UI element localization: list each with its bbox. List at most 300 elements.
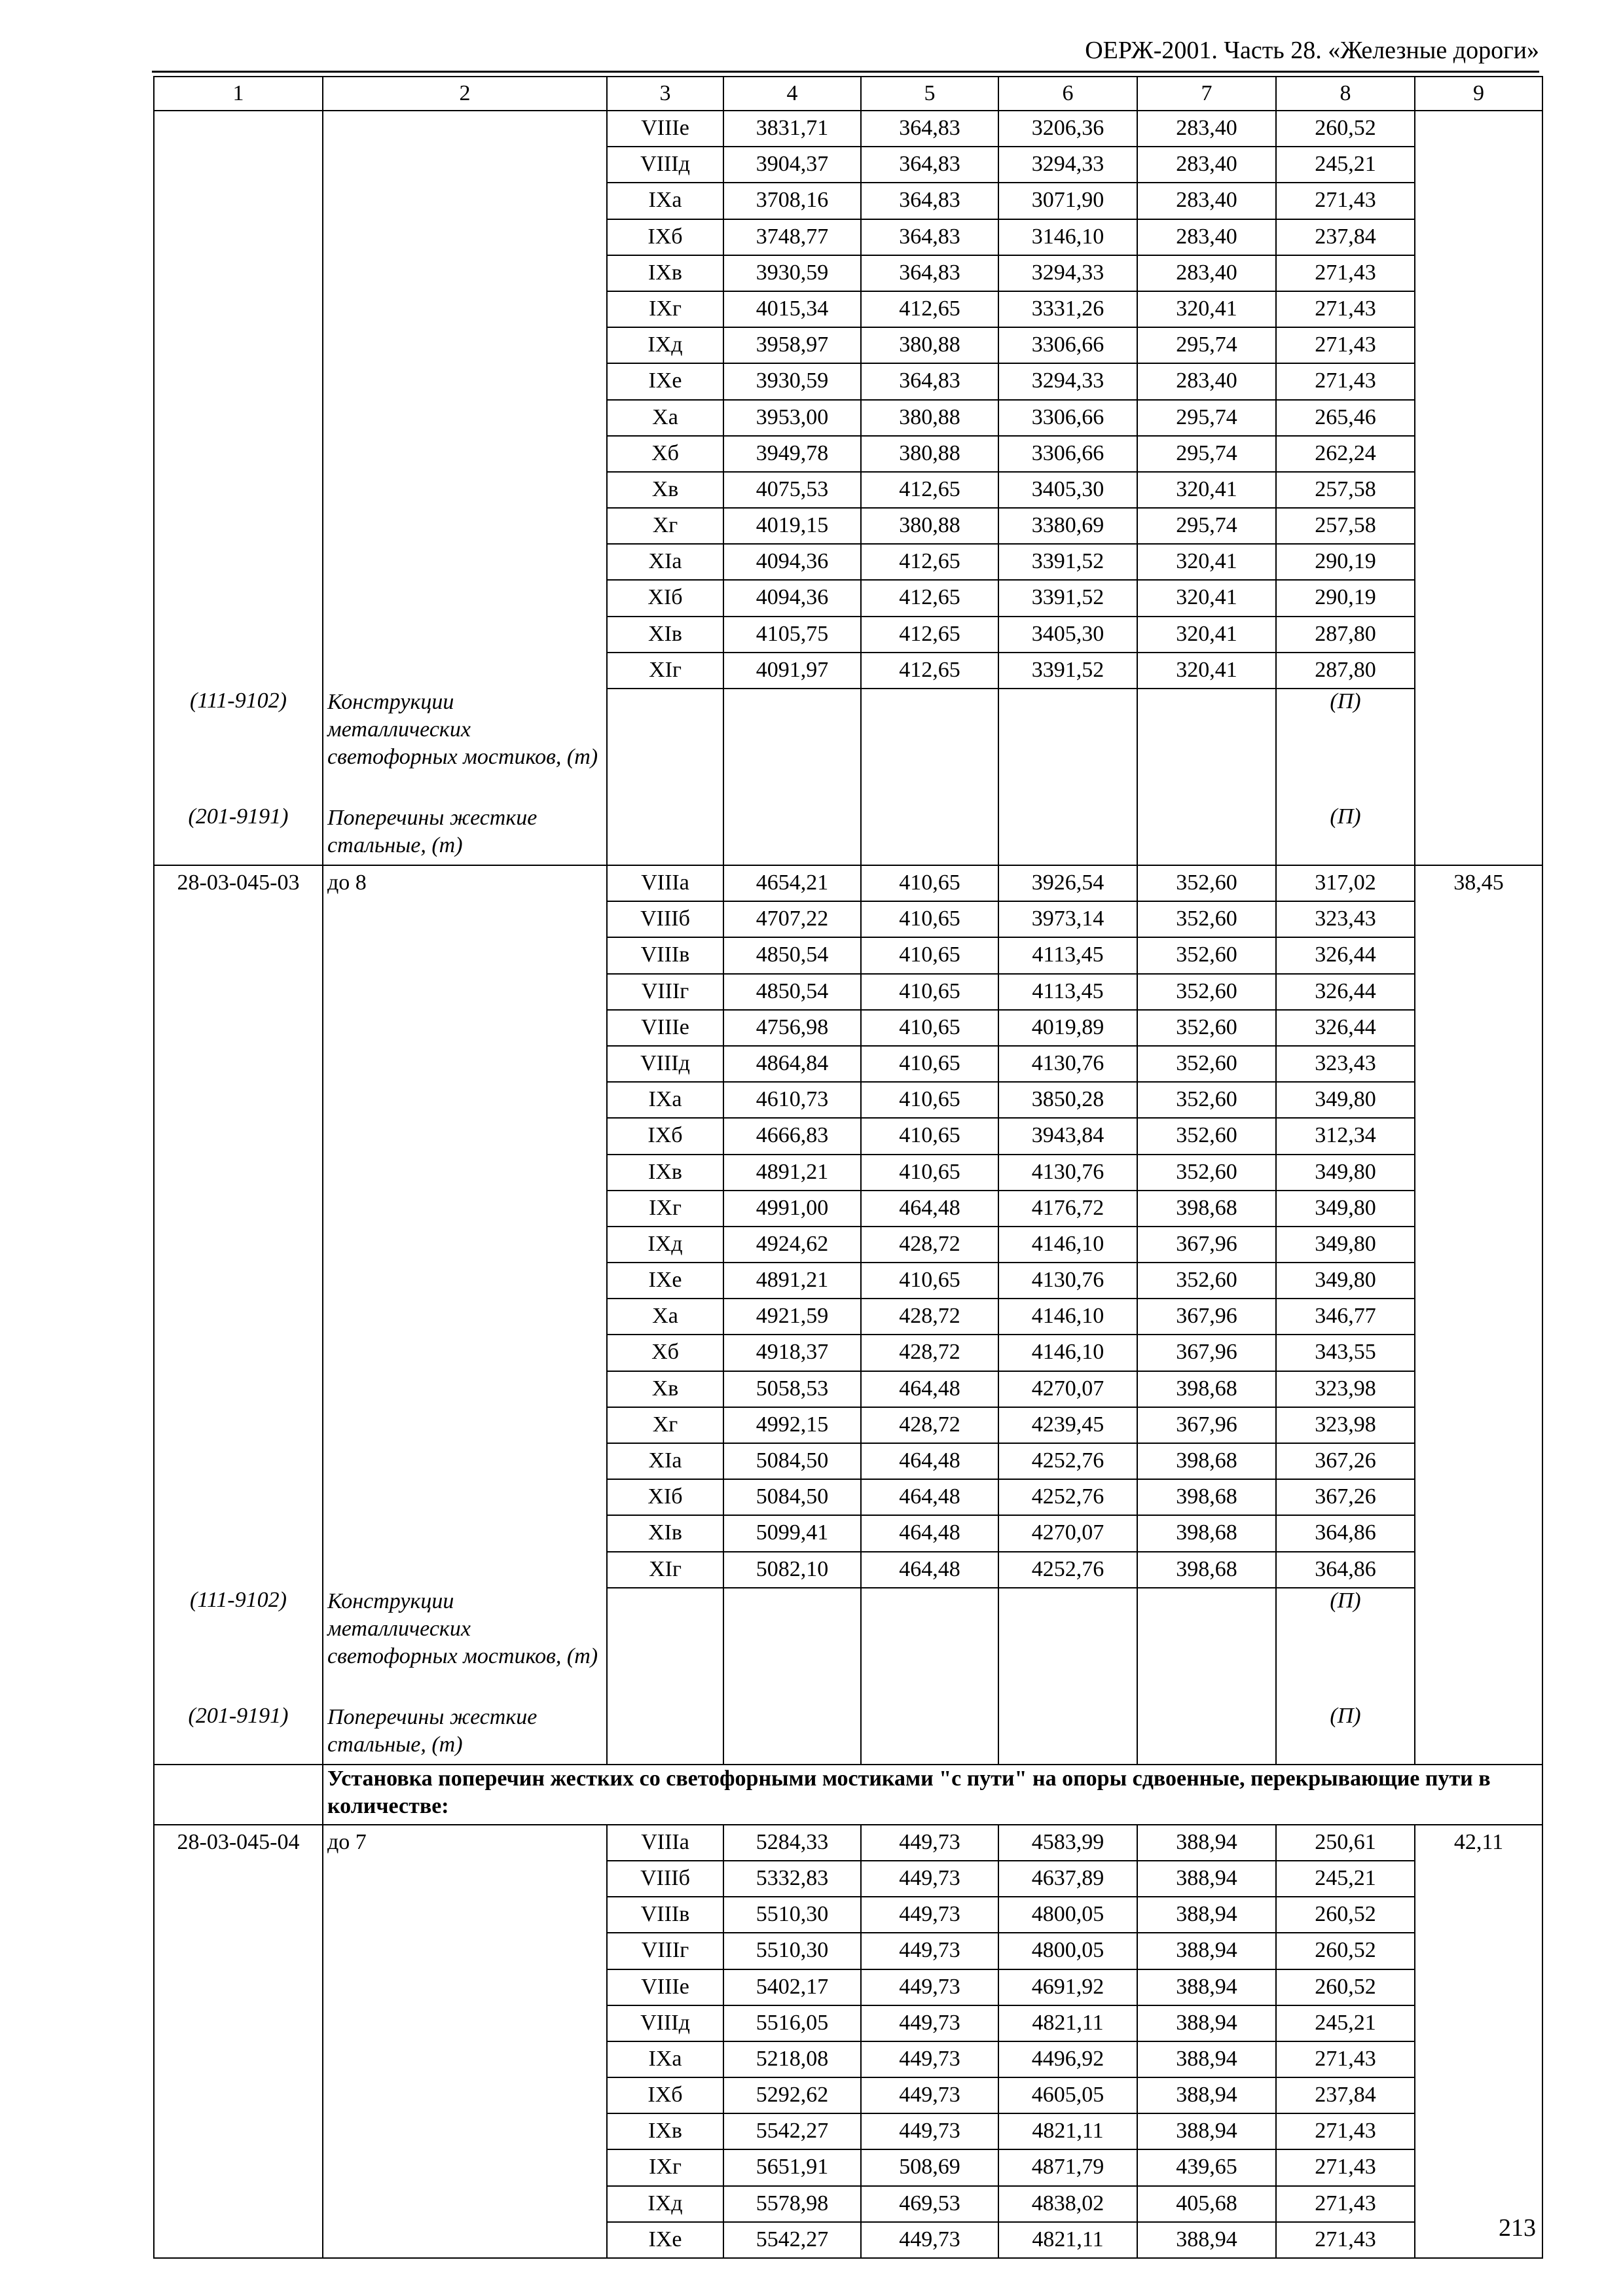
- value-cell: 245,21: [1276, 147, 1415, 183]
- value-cell: 449,73: [861, 2077, 998, 2113]
- table-row: [154, 617, 1542, 653]
- value-cell: 262,24: [1276, 436, 1415, 472]
- value-cell: 320,41: [1137, 544, 1276, 580]
- empty-cell: [1137, 689, 1276, 804]
- rate-description: до 8: [323, 865, 607, 901]
- empty-cell: [154, 2186, 323, 2222]
- value-cell: 405,68: [1137, 2186, 1276, 2222]
- value-cell: 4015,34: [723, 291, 861, 327]
- type-cell: IXд: [607, 2186, 723, 2222]
- value-cell: 449,73: [861, 1897, 998, 1933]
- value-cell: 464,48: [861, 1191, 998, 1227]
- value-cell: 326,44: [1276, 974, 1415, 1010]
- table-row: [154, 1443, 1542, 1479]
- value-cell: 428,72: [861, 1407, 998, 1443]
- material-mark: (П): [1276, 804, 1415, 865]
- empty-cell: [323, 1010, 607, 1046]
- type-cell: XIг: [607, 653, 723, 689]
- value-cell: 5578,98: [723, 2186, 861, 2222]
- value-cell: 449,73: [861, 2222, 998, 2258]
- column-number-row: [154, 77, 1542, 111]
- empty-cell: [323, 901, 607, 937]
- value-cell: 287,80: [1276, 617, 1415, 653]
- empty-cell: [1415, 2149, 1542, 2185]
- table-row: [154, 436, 1542, 472]
- type-cell: VIIIг: [607, 1933, 723, 1969]
- value-cell: 323,98: [1276, 1407, 1415, 1443]
- value-cell: 439,65: [1137, 2149, 1276, 2185]
- value-cell: 3405,30: [998, 617, 1137, 653]
- value-cell: 4637,89: [998, 1861, 1137, 1897]
- table-row: [154, 363, 1542, 399]
- value-cell: 3306,66: [998, 400, 1137, 436]
- empty-cell: [1415, 1861, 1542, 1897]
- value-cell: 4654,21: [723, 865, 861, 901]
- empty-cell: [323, 2222, 607, 2258]
- value-cell: 3953,00: [723, 400, 861, 436]
- value-cell: 364,86: [1276, 1552, 1415, 1588]
- empty-cell: [323, 1933, 607, 1969]
- value-cell: 449,73: [861, 2005, 998, 2041]
- empty-cell: [323, 147, 607, 183]
- column-number: 3: [607, 77, 723, 111]
- value-cell: 343,55: [1276, 1335, 1415, 1371]
- table-row: [154, 1515, 1542, 1551]
- value-cell: 4113,45: [998, 974, 1137, 1010]
- empty-cell: [1415, 255, 1542, 291]
- empty-cell: [1137, 804, 1276, 865]
- empty-cell: [154, 580, 323, 616]
- empty-cell: [154, 1118, 323, 1154]
- material-row: [154, 1588, 1542, 1704]
- value-cell: 410,65: [861, 1263, 998, 1299]
- table-row: [154, 2186, 1542, 2222]
- value-cell: 5542,27: [723, 2222, 861, 2258]
- value-cell: 283,40: [1137, 111, 1276, 147]
- value-cell: 287,80: [1276, 653, 1415, 689]
- value-cell: 464,48: [861, 1515, 998, 1551]
- empty-cell: [154, 1299, 323, 1335]
- table-row: [154, 1155, 1542, 1191]
- col9-value: 42,11: [1415, 1825, 1542, 1861]
- type-cell: Xв: [607, 472, 723, 508]
- value-cell: 3294,33: [998, 255, 1137, 291]
- value-cell: 4252,76: [998, 1443, 1137, 1479]
- rate-description: до 7: [323, 1825, 607, 1861]
- type-cell: Xа: [607, 400, 723, 436]
- value-cell: 4992,15: [723, 1407, 861, 1443]
- value-cell: 4921,59: [723, 1299, 861, 1335]
- empty-cell: [154, 1765, 323, 1825]
- table-row: [154, 2113, 1542, 2149]
- value-cell: 3850,28: [998, 1082, 1137, 1118]
- value-cell: 290,19: [1276, 580, 1415, 616]
- value-cell: 271,43: [1276, 2149, 1415, 2185]
- value-cell: 349,80: [1276, 1155, 1415, 1191]
- type-cell: Xг: [607, 1407, 723, 1443]
- table-row: [154, 1897, 1542, 1933]
- value-cell: 428,72: [861, 1299, 998, 1335]
- value-cell: 3904,37: [723, 147, 861, 183]
- value-cell: 380,88: [861, 436, 998, 472]
- empty-cell: [1415, 111, 1542, 147]
- value-cell: 250,61: [1276, 1825, 1415, 1861]
- value-cell: 508,69: [861, 2149, 998, 2185]
- value-cell: 237,84: [1276, 219, 1415, 255]
- value-cell: 367,96: [1137, 1227, 1276, 1263]
- empty-cell: [998, 804, 1137, 865]
- type-cell: IXе: [607, 363, 723, 399]
- value-cell: 245,21: [1276, 1861, 1415, 1897]
- empty-cell: [154, 147, 323, 183]
- empty-cell: [1415, 2077, 1542, 2113]
- empty-cell: [323, 2077, 607, 2113]
- table-row: [154, 2222, 1542, 2258]
- value-cell: 5510,30: [723, 1897, 861, 1933]
- empty-cell: [323, 400, 607, 436]
- empty-cell: [1415, 508, 1542, 544]
- empty-cell: [1137, 1588, 1276, 1704]
- table-row: [154, 400, 1542, 436]
- empty-cell: [1415, 1479, 1542, 1515]
- value-cell: 398,68: [1137, 1371, 1276, 1407]
- value-cell: 4864,84: [723, 1046, 861, 1082]
- type-cell: IXв: [607, 255, 723, 291]
- value-cell: 469,53: [861, 2186, 998, 2222]
- type-cell: Xб: [607, 1335, 723, 1371]
- value-cell: 364,83: [861, 363, 998, 399]
- value-cell: 3748,77: [723, 219, 861, 255]
- value-cell: 464,48: [861, 1371, 998, 1407]
- value-cell: 410,65: [861, 1046, 998, 1082]
- table-row: [154, 2077, 1542, 2113]
- empty-cell: [998, 689, 1137, 804]
- empty-cell: [323, 2041, 607, 2077]
- empty-cell: [154, 327, 323, 363]
- value-cell: 4850,54: [723, 937, 861, 973]
- empty-cell: [1415, 1263, 1542, 1299]
- empty-cell: [861, 1704, 998, 1765]
- value-cell: 257,58: [1276, 472, 1415, 508]
- empty-cell: [1415, 183, 1542, 219]
- empty-cell: [323, 219, 607, 255]
- type-cell: VIIIв: [607, 1897, 723, 1933]
- value-cell: 449,73: [861, 2041, 998, 2077]
- empty-cell: [1415, 1407, 1542, 1443]
- value-cell: 388,94: [1137, 2077, 1276, 2113]
- value-cell: 4130,76: [998, 1046, 1137, 1082]
- empty-cell: [1415, 937, 1542, 973]
- column-number: 6: [998, 77, 1137, 111]
- empty-cell: [323, 1227, 607, 1263]
- empty-cell: [323, 1515, 607, 1551]
- value-cell: 271,43: [1276, 255, 1415, 291]
- value-cell: 449,73: [861, 1825, 998, 1861]
- empty-cell: [323, 508, 607, 544]
- value-cell: 352,60: [1137, 865, 1276, 901]
- table-row: [154, 653, 1542, 689]
- empty-cell: [323, 1191, 607, 1227]
- empty-cell: [1415, 363, 1542, 399]
- table-row: [154, 1407, 1542, 1443]
- type-cell: IXа: [607, 2041, 723, 2077]
- value-cell: 4496,92: [998, 2041, 1137, 2077]
- rate-code: 28-03-045-04: [154, 1825, 323, 1861]
- value-cell: 295,74: [1137, 400, 1276, 436]
- table-row: [154, 1299, 1542, 1335]
- type-cell: Xб: [607, 436, 723, 472]
- empty-cell: [1415, 804, 1542, 865]
- value-cell: 271,43: [1276, 327, 1415, 363]
- value-cell: 320,41: [1137, 472, 1276, 508]
- value-cell: 4146,10: [998, 1299, 1137, 1335]
- value-cell: 3926,54: [998, 865, 1137, 901]
- value-cell: 3380,69: [998, 508, 1137, 544]
- empty-cell: [607, 689, 723, 804]
- table-row: [154, 327, 1542, 363]
- material-row: [154, 689, 1542, 804]
- value-cell: 260,52: [1276, 1897, 1415, 1933]
- empty-cell: [154, 2149, 323, 2185]
- value-cell: 4821,11: [998, 2005, 1137, 2041]
- value-cell: 3294,33: [998, 147, 1137, 183]
- value-cell: 290,19: [1276, 544, 1415, 580]
- value-cell: 352,60: [1137, 1263, 1276, 1299]
- table-row: [154, 2149, 1542, 2185]
- type-cell: VIIIб: [607, 1861, 723, 1897]
- empty-cell: [323, 255, 607, 291]
- value-cell: 349,80: [1276, 1191, 1415, 1227]
- value-cell: 364,83: [861, 255, 998, 291]
- empty-cell: [1415, 1191, 1542, 1227]
- empty-cell: [323, 183, 607, 219]
- value-cell: 464,48: [861, 1443, 998, 1479]
- type-cell: XIб: [607, 580, 723, 616]
- value-cell: 4838,02: [998, 2186, 1137, 2222]
- table-row: [154, 974, 1542, 1010]
- rate-code: 28-03-045-03: [154, 865, 323, 901]
- empty-cell: [154, 472, 323, 508]
- value-cell: 283,40: [1137, 183, 1276, 219]
- value-cell: 464,48: [861, 1479, 998, 1515]
- value-cell: 3405,30: [998, 472, 1137, 508]
- empty-cell: [323, 1082, 607, 1118]
- value-cell: 4800,05: [998, 1897, 1137, 1933]
- section-title: Установка поперечин жестких со светофорными мостиками "с пути" на опоры сдвоенные, перекрывающие пути в количестве:: [323, 1765, 1542, 1825]
- value-cell: 4991,00: [723, 1191, 861, 1227]
- value-cell: 449,73: [861, 2113, 998, 2149]
- empty-cell: [154, 974, 323, 1010]
- type-cell: XIв: [607, 1515, 723, 1551]
- type-cell: VIIIа: [607, 1825, 723, 1861]
- value-cell: 4130,76: [998, 1263, 1137, 1299]
- empty-cell: [323, 2113, 607, 2149]
- empty-cell: [1415, 689, 1542, 804]
- value-cell: 464,48: [861, 1552, 998, 1588]
- material-name: Конструкции металлических светофорных мостиков, (т): [323, 1588, 607, 1704]
- empty-cell: [1415, 1371, 1542, 1407]
- empty-cell: [154, 1263, 323, 1299]
- value-cell: 412,65: [861, 617, 998, 653]
- value-cell: 295,74: [1137, 436, 1276, 472]
- empty-cell: [154, 617, 323, 653]
- table-row: [154, 183, 1542, 219]
- value-cell: 352,60: [1137, 974, 1276, 1010]
- empty-cell: [154, 111, 323, 147]
- empty-cell: [1415, 1299, 1542, 1335]
- value-cell: 260,52: [1276, 111, 1415, 147]
- empty-cell: [323, 1861, 607, 1897]
- value-cell: 320,41: [1137, 653, 1276, 689]
- table-row: [154, 1082, 1542, 1118]
- value-cell: 380,88: [861, 327, 998, 363]
- empty-cell: [1415, 617, 1542, 653]
- type-cell: XIа: [607, 544, 723, 580]
- column-number: 7: [1137, 77, 1276, 111]
- page-number: 213: [1499, 2214, 1536, 2242]
- type-cell: XIб: [607, 1479, 723, 1515]
- table-row: [154, 472, 1542, 508]
- empty-cell: [323, 1969, 607, 2005]
- value-cell: 367,96: [1137, 1299, 1276, 1335]
- type-cell: Xа: [607, 1299, 723, 1335]
- empty-cell: [723, 804, 861, 865]
- empty-cell: [154, 183, 323, 219]
- empty-cell: [998, 1704, 1137, 1765]
- empty-cell: [154, 901, 323, 937]
- value-cell: 364,83: [861, 219, 998, 255]
- table-row: [154, 1825, 1542, 1861]
- value-cell: 4094,36: [723, 544, 861, 580]
- value-cell: 5542,27: [723, 2113, 861, 2149]
- material-code: (201-9191): [154, 804, 323, 865]
- value-cell: 4821,11: [998, 2222, 1137, 2258]
- type-cell: IXа: [607, 183, 723, 219]
- value-cell: 428,72: [861, 1335, 998, 1371]
- value-cell: 364,83: [861, 147, 998, 183]
- empty-cell: [154, 2113, 323, 2149]
- empty-cell: [323, 327, 607, 363]
- value-cell: 367,96: [1137, 1407, 1276, 1443]
- value-cell: 3294,33: [998, 363, 1137, 399]
- column-number: 5: [861, 77, 998, 111]
- value-cell: 352,60: [1137, 937, 1276, 973]
- type-cell: IXд: [607, 1227, 723, 1263]
- empty-cell: [323, 436, 607, 472]
- value-cell: 317,02: [1276, 865, 1415, 901]
- type-cell: Xв: [607, 1371, 723, 1407]
- value-cell: 3930,59: [723, 255, 861, 291]
- value-cell: 4891,21: [723, 1155, 861, 1191]
- value-cell: 271,43: [1276, 2222, 1415, 2258]
- empty-cell: [323, 937, 607, 973]
- value-cell: 4871,79: [998, 2149, 1137, 2185]
- type-cell: IXе: [607, 1263, 723, 1299]
- rates-table: [153, 76, 1543, 2259]
- value-cell: 346,77: [1276, 1299, 1415, 1335]
- empty-cell: [154, 1082, 323, 1118]
- empty-cell: [323, 2005, 607, 2041]
- table-row: [154, 1933, 1542, 1969]
- empty-cell: [323, 544, 607, 580]
- value-cell: 349,80: [1276, 1227, 1415, 1263]
- empty-cell: [723, 689, 861, 804]
- type-cell: IXе: [607, 2222, 723, 2258]
- empty-cell: [1415, 219, 1542, 255]
- empty-cell: [154, 1552, 323, 1588]
- type-cell: VIIIе: [607, 1969, 723, 2005]
- value-cell: 5332,83: [723, 1861, 861, 1897]
- empty-cell: [1415, 1082, 1542, 1118]
- column-number: 4: [723, 77, 861, 111]
- table-row: [154, 1046, 1542, 1082]
- empty-cell: [323, 1263, 607, 1299]
- value-cell: 367,26: [1276, 1443, 1415, 1479]
- value-cell: 237,84: [1276, 2077, 1415, 2113]
- type-cell: IXг: [607, 1191, 723, 1227]
- value-cell: 349,80: [1276, 1263, 1415, 1299]
- material-row: [154, 804, 1542, 865]
- material-code: (111-9102): [154, 1588, 323, 1704]
- material-mark: (П): [1276, 1588, 1415, 1704]
- empty-cell: [154, 2005, 323, 2041]
- value-cell: 352,60: [1137, 1046, 1276, 1082]
- empty-cell: [607, 1704, 723, 1765]
- empty-cell: [154, 400, 323, 436]
- empty-cell: [1137, 1704, 1276, 1765]
- value-cell: 271,43: [1276, 2186, 1415, 2222]
- value-cell: 271,43: [1276, 183, 1415, 219]
- value-cell: 388,94: [1137, 2041, 1276, 2077]
- value-cell: 5099,41: [723, 1515, 861, 1551]
- empty-cell: [1415, 1046, 1542, 1082]
- value-cell: 4091,97: [723, 653, 861, 689]
- value-cell: 412,65: [861, 653, 998, 689]
- value-cell: 388,94: [1137, 1897, 1276, 1933]
- empty-cell: [154, 1897, 323, 1933]
- value-cell: 3831,71: [723, 111, 861, 147]
- empty-cell: [1415, 1933, 1542, 1969]
- column-number: 9: [1415, 77, 1542, 111]
- type-cell: VIIIе: [607, 1010, 723, 1046]
- table-row: [154, 1969, 1542, 2005]
- value-cell: 295,74: [1137, 508, 1276, 544]
- empty-cell: [154, 219, 323, 255]
- type-cell: VIIIд: [607, 2005, 723, 2041]
- table-row: [154, 1371, 1542, 1407]
- value-cell: 3943,84: [998, 1118, 1137, 1154]
- empty-cell: [154, 1191, 323, 1227]
- empty-cell: [1415, 1704, 1542, 1765]
- empty-cell: [154, 255, 323, 291]
- value-cell: 5510,30: [723, 1933, 861, 1969]
- empty-cell: [323, 1443, 607, 1479]
- value-cell: 312,34: [1276, 1118, 1415, 1154]
- table-row: [154, 255, 1542, 291]
- empty-cell: [154, 1407, 323, 1443]
- empty-cell: [323, 1479, 607, 1515]
- empty-cell: [154, 291, 323, 327]
- type-cell: IXд: [607, 327, 723, 363]
- table-row: [154, 1479, 1542, 1515]
- value-cell: 412,65: [861, 291, 998, 327]
- column-number: 1: [154, 77, 323, 111]
- empty-cell: [1415, 1118, 1542, 1154]
- empty-cell: [323, 974, 607, 1010]
- type-cell: VIIIд: [607, 147, 723, 183]
- empty-cell: [1415, 1588, 1542, 1704]
- empty-cell: [1415, 544, 1542, 580]
